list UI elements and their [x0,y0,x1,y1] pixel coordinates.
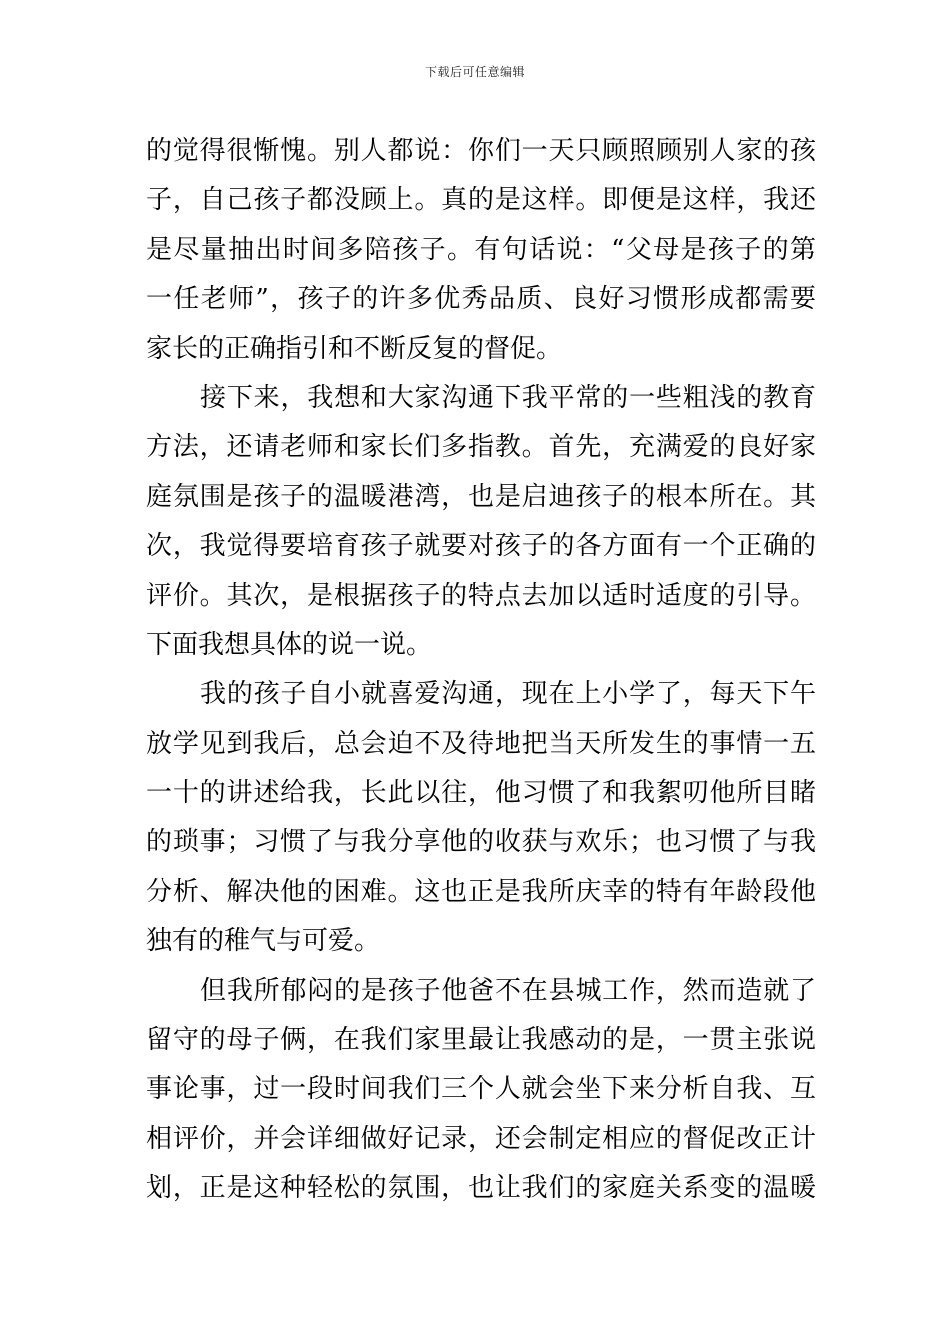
text-line: 相评价，并会详细做好记录，还会制定相应的督促改正计 [146,1123,816,1154]
text-line: 分析、解决他的困难。这也正是我所庆幸的特有年龄段他 [146,876,816,907]
paragraph [146,967,816,1214]
text-line: 庭氛围是孩子的温暖港湾，也是启迪孩子的根本所在。其 [146,481,816,512]
text-line: 评价。其次，是根据孩子的特点去加以适时适度的引导。 [146,580,816,611]
text-line: 下面我想具体的说一说。 [146,629,433,660]
text-line: 接下来，我想和大家沟通下我平常的一些粗浅的教育 [200,382,816,413]
text-line: 独有的稚气与可爱。 [146,926,381,957]
text-line: 事论事，过一段时间我们三个人就会坐下来分析自我、互 [146,1074,816,1105]
text-line: 一任老师”，孩子的许多优秀品质、良好习惯形成都需要 [146,284,816,315]
text-line: 次，我觉得要培育孩子就要对孩子的各方面有一个正确的 [146,531,816,562]
paragraph [146,670,816,966]
text-line: 的觉得很惭愧。别人都说：你们一天只顾照顾别人家的孩 [146,136,816,166]
paragraph [146,127,816,374]
text-line: 放学见到我后，总会迫不及待地把当天所发生的事情一五 [146,728,816,759]
page-header: 下载后可任意编辑 [424,65,525,79]
text-line: 子，自己孩子都没顾上。真的是这样。即便是这样，我还 [146,185,816,216]
text-line: 方法，还请老师和家长们多指教。首先，充满爱的良好家 [146,432,816,463]
text-line: 但我所郁闷的是孩子他爸不在县城工作，然而造就了 [200,975,816,1006]
text-line: 一十的讲述给我，长此以往，他习惯了和我絮叨他所目睹 [146,778,816,809]
document-body [146,127,816,1214]
text-line: 留守的母子俩，在我们家里最让我感动的是，一贯主张说 [146,1025,816,1056]
text-line: 的琐事；习惯了与我分享他的收获与欢乐；也习惯了与我 [146,827,816,858]
text-line: 是尽量抽出时间多陪孩子。有句话说：“父母是孩子的第 [146,234,816,265]
text-line: 家长的正确指引和不断反复的督促。 [146,333,563,364]
text-line: 我的孩子自小就喜爱沟通，现在上小学了，每天下午 [200,679,816,710]
paragraph [146,374,816,670]
text-line: 划，正是这种轻松的氛围，也让我们的家庭关系变的温暖 [146,1173,816,1204]
